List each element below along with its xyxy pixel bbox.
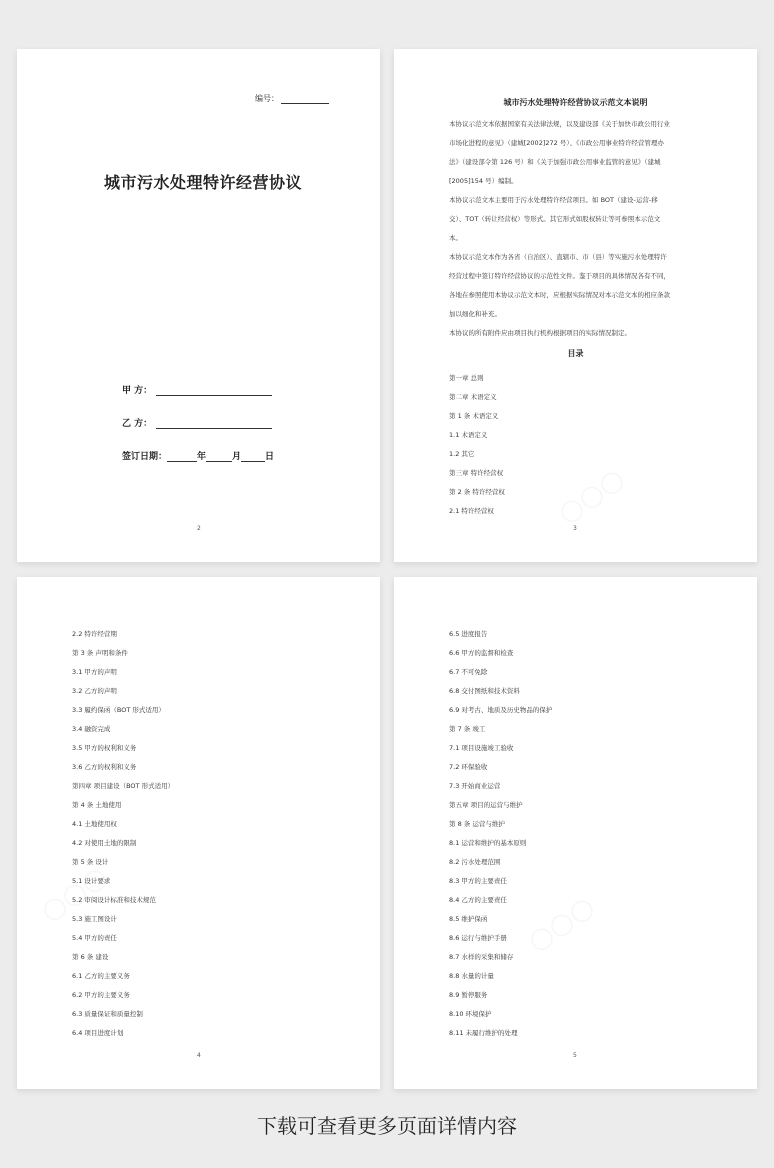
text-line: 交）、TOT（转让经营权）等形式。其它形式如股权转让等可参照本示范文 — [449, 215, 661, 223]
toc-item: 第一章 总则 — [449, 374, 484, 382]
page-number: 4 — [197, 1052, 201, 1059]
toc-item: 第四章 项目建设（BOT 形式适用） — [72, 782, 175, 790]
toc-item: 第 5 条 设计 — [72, 858, 109, 866]
toc-list — [449, 369, 505, 521]
party-a-label: 甲 方： — [122, 386, 153, 396]
toc-item: 6.1 乙方的主要义务 — [72, 972, 130, 980]
toc-item: 3.2 乙方的声明 — [72, 687, 117, 695]
year-label: 年 — [197, 452, 207, 462]
toc-item: 3.6 乙方的权利和义务 — [72, 763, 137, 771]
text-line: 本。 — [449, 234, 462, 242]
toc-item: 7.3 开始商业运营 — [449, 782, 501, 790]
toc-item: 4.1 土地使用权 — [72, 820, 117, 828]
toc-item: 第三章 特许经营权 — [449, 469, 504, 477]
explanation-title: 城市污水处理特许经营协议示范文本说明 — [503, 98, 648, 107]
party-b-field — [122, 416, 272, 429]
toc-item: 4.2 对使用土地的限制 — [72, 839, 137, 847]
party-a-field — [122, 383, 272, 396]
day-blank-line — [241, 451, 265, 462]
toc-item: 8.6 运行与维护手册 — [449, 934, 507, 942]
toc-item: 3.1 甲方的声明 — [72, 668, 117, 676]
text-line: 各地在参照使用本协议示范文本时，应根据实际情况对本示范文本的相应条款 — [449, 291, 670, 299]
text-line: 本协议示范文本作为各省（自治区）、直辖市、市（县）等实施污水处理特许 — [449, 253, 667, 261]
month-blank-line — [206, 451, 232, 462]
serial-label: 编号： — [255, 94, 279, 103]
toc-item: 5.1 设计要求 — [72, 877, 111, 885]
toc-item: 7.2 环保验收 — [449, 763, 488, 771]
toc-item: 第 4 条 土地使用 — [72, 801, 122, 809]
explanation-text — [449, 115, 670, 343]
text-line: 市场化进程的意见》（建城[2002]272 号）、《市政公用事业特许经营管理办 — [449, 139, 664, 147]
text-line: 加以细化和补充。 — [449, 310, 501, 318]
toc-item: 1.2 其它 — [449, 450, 475, 458]
text-line: 本协议的所有附件应由项目执行机构根据项目的实际情况制定。 — [449, 329, 631, 337]
text-line: 经营过程中签订特许经营协议的示范性文件。鉴于项目的具体情况各有不同， — [449, 272, 670, 280]
toc-item: 3.4 融资完成 — [72, 725, 111, 733]
toc-item: 第 8 条 运营与维护 — [449, 820, 505, 828]
party-b-label: 乙 方： — [122, 419, 153, 429]
toc-item: 第 6 条 建设 — [72, 953, 109, 961]
document-page-explanation — [394, 49, 757, 562]
toc-item: 8.2 污水处理范围 — [449, 858, 501, 866]
cover-title: 城市污水处理特许经营协议 — [104, 173, 303, 192]
toc-item: 5.4 甲方的责任 — [72, 934, 117, 942]
toc-item: 8.11 未履行维护的处理 — [449, 1029, 518, 1037]
sign-date-label: 签订日期： — [122, 452, 168, 462]
toc-item: 2.1 特许经营权 — [449, 507, 494, 515]
toc-list — [449, 625, 552, 1043]
text-line: 法》（建设部令第 126 号）和《关于加强市政公用事业监管的意见》（建城 — [449, 158, 661, 166]
toc-item: 8.4 乙方的主要责任 — [449, 896, 507, 904]
toc-item: 6.7 不可免除 — [449, 668, 488, 676]
text-line: 本协议示范文本主要用于污水处理特许经营项目。如 BOT（建设-运营-移 — [449, 196, 658, 204]
toc-item: 8.7 水样的采集和储存 — [449, 953, 514, 961]
document-page-toc-2 — [394, 577, 757, 1089]
party-a-blank-line — [156, 385, 272, 396]
serial-blank-line — [281, 94, 329, 104]
toc-item: 第二章 术语定义 — [449, 393, 497, 401]
day-label: 日 — [265, 452, 275, 462]
month-label: 月 — [232, 452, 242, 462]
toc-item: 6.2 甲方的主要义务 — [72, 991, 130, 999]
watermark — [551, 461, 630, 530]
year-blank-line — [167, 451, 197, 462]
toc-item: 第五章 项目的运营与维护 — [449, 801, 523, 809]
toc-list — [72, 625, 174, 1043]
toc-item: 6.3 质量保证和质量控制 — [72, 1010, 143, 1018]
toc-item: 第 1 条 术语定义 — [449, 412, 499, 420]
toc-item: 8.5 维护保函 — [449, 915, 488, 923]
toc-item: 8.1 运营和维护的基本原则 — [449, 839, 527, 847]
document-page-toc-1 — [17, 577, 380, 1089]
toc-title: 目录 — [567, 349, 584, 358]
sign-date-field — [122, 449, 274, 462]
download-more-caption: 下载可查看更多页面详情内容 — [257, 1114, 517, 1138]
toc-item: 5.3 施工图设计 — [72, 915, 117, 923]
toc-item: 3.3 履约保函（BOT 形式适用） — [72, 706, 165, 714]
toc-item: 6.5 进度报告 — [449, 630, 488, 638]
text-line: 本协议示范文本依据国家有关法律法规，以及建设部《关于加快市政公用行业 — [449, 120, 670, 128]
text-line: [2005]154 号）编制。 — [449, 177, 518, 185]
toc-item: 6.6 甲方的监督和检查 — [449, 649, 514, 657]
toc-item: 6.9 对考古、地质及历史物品的保护 — [449, 706, 553, 714]
page-number: 2 — [197, 525, 201, 532]
toc-item: 8.3 甲方的主要责任 — [449, 877, 507, 885]
toc-item: 1.1 术语定义 — [449, 431, 488, 439]
toc-item: 第 7 条 竣工 — [449, 725, 486, 733]
toc-item: 第 2 条 特许经营权 — [449, 488, 505, 496]
toc-item: 8.8 水量的计量 — [449, 972, 494, 980]
toc-item: 6.8 交付图纸和技术资料 — [449, 687, 520, 695]
page-number: 3 — [573, 525, 577, 532]
toc-item: 第 3 条 声明和条件 — [72, 649, 128, 657]
toc-item: 5.2 审阅设计标准和技术规范 — [72, 896, 156, 904]
toc-item: 3.5 甲方的权利和义务 — [72, 744, 137, 752]
serial-number-field — [255, 93, 329, 104]
toc-item: 6.4 项目进度计划 — [72, 1029, 124, 1037]
party-b-blank-line — [156, 418, 272, 429]
toc-item: 8.9 暂停服务 — [449, 991, 488, 999]
toc-item: 8.10 环境保护 — [449, 1010, 492, 1018]
toc-item: 2.2 特许经营期 — [72, 630, 117, 638]
page-number: 5 — [573, 1052, 577, 1059]
toc-item: 7.1 项目设施竣工验收 — [449, 744, 514, 752]
document-page-cover — [17, 49, 380, 562]
